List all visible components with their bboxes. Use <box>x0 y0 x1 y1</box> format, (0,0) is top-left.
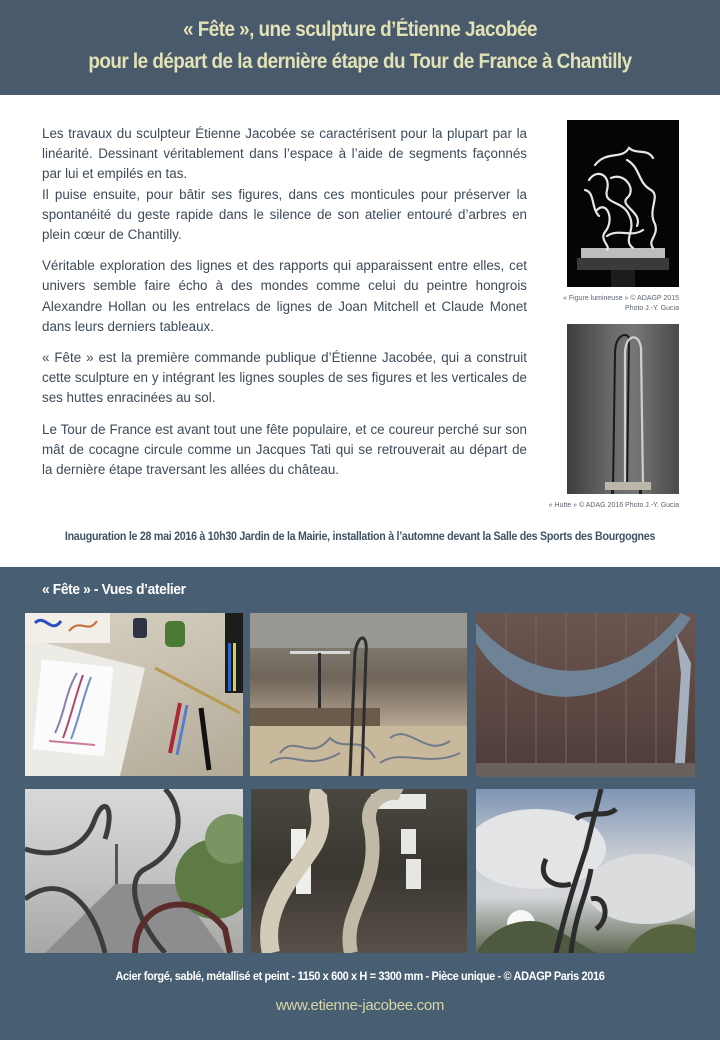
paragraph-3: Véritable exploration des lignes et des rapports qui apparaissent entre elles, cet univers semble faire écho à des mondes comme celui du peintre hongrois Alexandre Hollan ou les entrelacs de lignes de Joan Mitchell et Claude Monet dans leurs derniers tableaux. <box>42 258 527 334</box>
sculpture-specs: Acier forgé, sablé, métallisé et peint - 1150 x 600 x H = 3300 mm - Pièce unique - © ADAGP Paris 2016 <box>115 969 605 983</box>
gallery-photo-workshop <box>250 613 467 776</box>
paragraph-4: « Fête » est la première commande publique d’Étienne Jacobée, qui a construit cette sculpture en y intégrant les lignes souples de ses figures et les verticales de ses huttes enracinées au sol. <box>42 350 527 406</box>
caption-credit: « Figure lumineuse » © ADAGP 2015 <box>563 295 679 302</box>
hutte-caption: « Hutte » © ADAG 2016 Photo J.-Y. Gucia <box>548 502 679 509</box>
page-title-line-2: pour le départ de la dernière étape du Tour de France à Chantilly <box>88 50 632 73</box>
gallery-photo-sketch-desk <box>25 613 243 776</box>
article-body <box>42 124 527 491</box>
page-title-line-1: « Fête », une sculpture d’Étienne Jacobée <box>183 18 537 41</box>
caption-photographer: Photo J.-Y. Gucia <box>625 305 679 312</box>
hutte-photo <box>567 324 679 494</box>
gallery-section <box>0 567 720 1040</box>
paragraph-5: Le Tour de France est avant tout une fête populaire, et ce coureur perché sur son mât de cocagne circule comme un Jacques Tati qui se retrouverait au départ de la dernière étape traversant les allées du château. <box>42 421 527 478</box>
gallery-photo-sky-sculpture <box>476 789 695 953</box>
figure-lumineuse-caption <box>540 294 679 314</box>
gallery-photo-arch-detail <box>476 613 695 777</box>
gallery-title: « Fête » - Vues d’atelier <box>42 581 186 598</box>
header-banner <box>0 0 720 95</box>
gallery-photo-outdoor-chateau <box>25 789 243 953</box>
paragraph-2: Il puise ensuite, pour bâtir ses figures, dans ces monticules pour préserver la spontanéité du geste rapide dans le silence de son atelier entouré d’arbres en plein cœur de Chantilly. <box>42 186 527 243</box>
paragraph-1: Les travaux du sculpteur Étienne Jacobée se caractérisent pour la plupart par la linéarité. Dessinant véritablement dans l’espace à l’aide de segments façonnés par lui et empilés en tas. <box>42 126 527 182</box>
website-link[interactable]: www.etienne-jacobee.com <box>275 997 445 1014</box>
inauguration-note: Inauguration le 28 mai 2016 à 10h30 Jardin de la Mairie, installation à l’automne devant la Salle des Sports des Bourgognes <box>64 530 656 543</box>
figure-lumineuse-photo <box>567 120 679 287</box>
gallery-photo-workshop-interior <box>251 789 467 953</box>
